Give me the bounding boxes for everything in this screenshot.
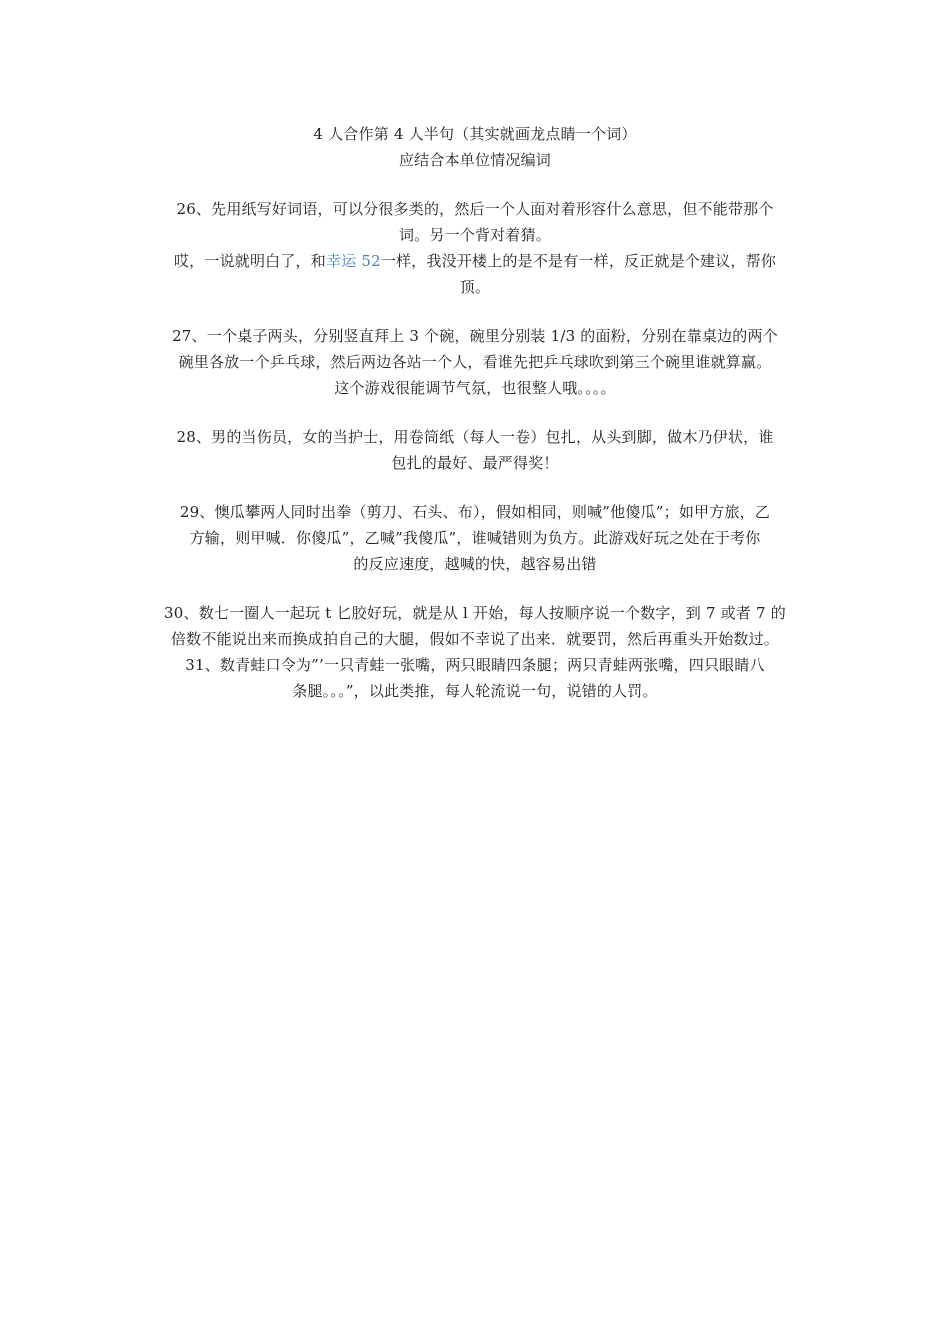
item-29-line-2: 方输，则甲喊．你傻瓜”，乙喊”我傻瓜”，谁喊错则为负方。此游戏好玩之处在于考你: [189, 529, 761, 547]
item-27-line-2: 碗里各放一个乒乓球，然后两边各站一个人，看谁先把乒乓球吹到第三个碗里谁就算赢。: [178, 353, 772, 371]
item-30-line-1: 30、数七一圈人一起玩 t 匕胶好玩，就是从 l 开始，每人按顺序说一个数字，到 7 或者 7 的: [164, 604, 786, 622]
item-30-line-2: 倍数不能说出来而换成拍自己的大腿，假如不幸说了出来．就要罚，然后再重头开始数过。: [170, 630, 779, 648]
item-31-line-2: 条腿。。。”，以此类推，每人轮流说一句，说错的人罚。: [292, 682, 658, 700]
item-26: [140, 196, 810, 300]
spacer: [140, 577, 810, 600]
item-26-line-3-after: 一样，我没开楼上的是不是有一样，反正就是个建议，帮你: [380, 252, 777, 270]
item-28-line-2: 包扎的最好、最严得奖！: [391, 454, 559, 472]
item-26-line-2: 词。另一个背对着猜。: [398, 226, 551, 244]
intro-line-1: 4 人合作第 4 人半句（其实就画龙点睛一个词）: [313, 125, 637, 143]
item-29-line-3: 的反应速度，越喊的快，越容易出错: [353, 555, 597, 573]
item-29-line-1: 29、懊瓜攀两人同时出拳（剪刀、石头、布），假如相同，则喊”他傻瓜”；如甲方旅，乙: [179, 503, 771, 521]
item-29: [140, 499, 810, 577]
item-27-line-3: 这个游戏很能调节气氛，也很整人哦。。。。: [334, 379, 616, 397]
spacer: [140, 173, 810, 196]
spacer: [140, 300, 810, 323]
spacer: [140, 401, 810, 424]
lucky-52-link[interactable]: 幸运 52: [325, 252, 381, 270]
item-26-line-3: [140, 248, 810, 274]
item-28: [140, 424, 810, 476]
item-26-line-1: 26、先用纸写好词语，可以分很多类的，然后一个人面对着形容什么意思，但不能带那个: [176, 200, 774, 218]
item-28-line-1: 28、男的当伤员，女的当护士，用卷筒纸（每人一卷）包扎，从头到脚，做木乃伊状，谁: [176, 428, 774, 446]
item-27: [140, 323, 810, 401]
spacer: [140, 476, 810, 499]
item-31-line-1: 31、数青蛙口令为”’一只青蛙一张嘴，两只眼睛四条腿；两只青蛙两张嘴，四只眼睛八: [185, 656, 765, 674]
document-body: [140, 121, 810, 704]
item-27-line-1: 27、一个桌子两头，分别竖直拜上 3 个碗，碗里分别装 1/3 的面粉，分别在靠桌边的两个: [172, 327, 778, 345]
intro-line-2: 应结合本单位情况编词: [398, 151, 551, 169]
item-31: [140, 652, 810, 704]
item-26-line-4: 顶。: [459, 278, 491, 296]
item-30: [140, 600, 810, 652]
item-26-line-3-before: 哎，一说就明白了，和: [173, 252, 326, 270]
